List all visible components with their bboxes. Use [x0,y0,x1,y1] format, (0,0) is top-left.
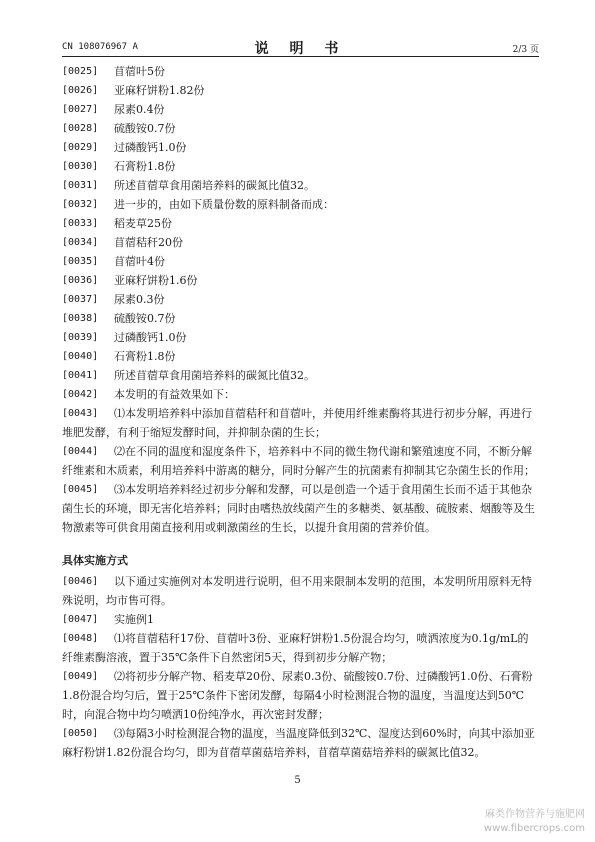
page-number: 5 [294,775,301,786]
paragraph [62,252,539,271]
paragraph-text: 稻麦草25份 [114,217,172,230]
paragraph [62,724,539,762]
page-header [62,38,539,56]
paragraph [62,157,539,176]
paragraph-number: [0038] [62,313,99,324]
paragraph [62,366,539,385]
document-title: 说 明 书 [254,41,347,57]
paragraph-text: 本发明的有益效果如下： [114,388,235,401]
watermark-url: www.fibercrops.com [483,823,585,834]
paragraph-text: 石膏粉1.8份 [114,160,176,173]
section-heading: 具体实施方式 [62,554,128,567]
paragraph-number: [0045] [62,484,99,495]
paragraph-text: 尿素0.4份 [114,103,165,116]
paragraph-number: [0025] [62,66,99,77]
paragraph [62,290,539,309]
paragraph-number: [0035] [62,256,99,267]
paragraph [62,271,539,290]
paragraph [62,62,539,81]
paragraph [62,347,539,366]
paragraph-text: 亚麻籽饼粉1.82份 [114,84,205,97]
paragraph-text: ⑶每隔3小时检测混合物的温度，当温度降低到32℃、湿度达到60%时，向其中添加亚麻籽粉饼1.82份混合均匀，即为苜蓿草菌菇培养料，苜蓿草菌菇培养料的碳氮比值32。 [62,727,535,759]
paragraph [62,328,539,347]
paragraph-text: 所述苜蓿草食用菌培养料的碳氮比值32。 [114,179,315,192]
paragraph-number: [0033] [62,218,99,229]
paragraph-number: [0040] [62,351,99,362]
watermark [484,808,585,836]
paragraph-text: 硫酸铵0.7份 [114,122,176,135]
paragraph [62,195,539,214]
paragraph-number: [0049] [62,671,99,682]
paragraph [62,214,539,233]
paragraph [62,176,539,195]
paragraph-number: [0031] [62,180,99,191]
embodiment-paragraphs [62,572,539,762]
paragraph [62,233,539,252]
paragraph-number: [0030] [62,161,99,172]
paragraph [62,629,539,667]
paragraph-text: 实施例1 [114,613,154,626]
paragraph-number: [0047] [62,614,99,625]
paragraph-text: 硫酸铵0.7份 [114,312,176,325]
paragraph-text: 以下通过实施例对本发明进行说明，但不用来限制本发明的范围，本发明所用原料无特殊说明，均市售可得。 [62,575,532,607]
paragraph-text: ⑴将苜蓿秸秆17份、苜蓿叶3份、亚麻籽饼粉1.5份混合均匀，喷洒浓度为0.1g/mL的纤维素酶溶液，置于35℃条件下自然密闭5天，得到初步分解产物； [62,632,529,664]
paragraph-number: [0036] [62,275,99,286]
claims-paragraphs [62,62,539,537]
paragraph [62,385,539,404]
paragraph-text: 过磷酸钙1.0份 [114,141,187,154]
paragraph-number: [0041] [62,370,99,381]
paragraph-text: 苜蓿秸秆20份 [114,236,183,249]
paragraph [62,309,539,328]
paragraph [62,100,539,119]
paragraph-number: [0048] [62,633,99,644]
paragraph [62,480,539,537]
document-body [62,62,539,762]
paragraph-number: [0028] [62,123,99,134]
watermark-site-name: 麻类作物营养与施肥网 [485,809,585,820]
paragraph [62,667,539,724]
paragraph [62,119,539,138]
paragraph [62,404,539,442]
paragraph-text: ⑴本发明培养料中添加苜蓿秸秆和苜蓿叶，并使用纤维素酶将其进行初步分解，再进行堆肥发酵，有利于缩短发酵时间，并抑制杂菌的生长； [62,407,532,439]
paragraph-number: [0039] [62,332,99,343]
paragraph-number: [0029] [62,142,99,153]
paragraph-number: [0044] [62,446,99,457]
paragraph [62,572,539,610]
page-count: 2/3 页 [512,45,539,55]
paragraph-text: 尿素0.3份 [114,293,165,306]
paragraph [62,610,539,629]
paragraph-number: [0042] [62,389,99,400]
header-divider [62,56,539,57]
paragraph-text: ⑵将初步分解产物、稻麦草20份、尿素0.3份、硫酸铵0.7份、过磷酸钙1.0份、石膏粉1.8份混合均匀后，置于25℃条件下密闭发酵，每隔4小时检测混合物的温度，当温度达到50℃时，向混合物中均匀喷洒10份纯净水，再次密封发酵； [62,670,533,721]
paragraph-number: [0043] [62,408,99,419]
paragraph [62,81,539,100]
paragraph-text: 苜蓿叶5份 [114,65,165,78]
paragraph-text: 过磷酸钙1.0份 [114,331,187,344]
paragraph [62,138,539,157]
paragraph [62,442,539,480]
paragraph-number: [0026] [62,85,99,96]
paragraph-number: [0050] [62,728,99,739]
paragraph-number: [0027] [62,104,99,115]
publication-number: CN 108076967 A [62,42,138,52]
paragraph-text: 苜蓿叶4份 [114,255,165,268]
paragraph-number: [0032] [62,199,99,210]
paragraph-text: 所述苜蓿草食用菌培养料的碳氮比值32。 [114,369,315,382]
paragraph-text: 石膏粉1.8份 [114,350,176,363]
paragraph-number: [0046] [62,576,99,587]
paragraph-text: ⑶本发明培养料经过初步分解和发酵，可以是创造一个适于食用菌生长而不适于其他杂菌生长的环境，即无害化培养料；同时由嗜热放线菌产生的多糖类、氨基酸、硫胺素、烟酸等及生物激素等可供食用菌直接利用或刺激菌丝的生长，以提升食用菌的营养价值。 [62,483,535,534]
paragraph-text: 亚麻籽饼粉1.6份 [114,274,198,287]
paragraph-text: ⑵在不同的温度和湿度条件下，培养料中不同的微生物代谢和繁殖速度不同，不断分解纤维素和木质素，利用培养料中游离的糖分，同时分解产生的抗菌素有抑制其它杂菌生长的作用； [62,445,535,477]
paragraph-number: [0037] [62,294,99,305]
paragraph-number: [0034] [62,237,99,248]
paragraph-text: 进一步的，由如下质量份数的原料制备而成： [114,198,334,211]
